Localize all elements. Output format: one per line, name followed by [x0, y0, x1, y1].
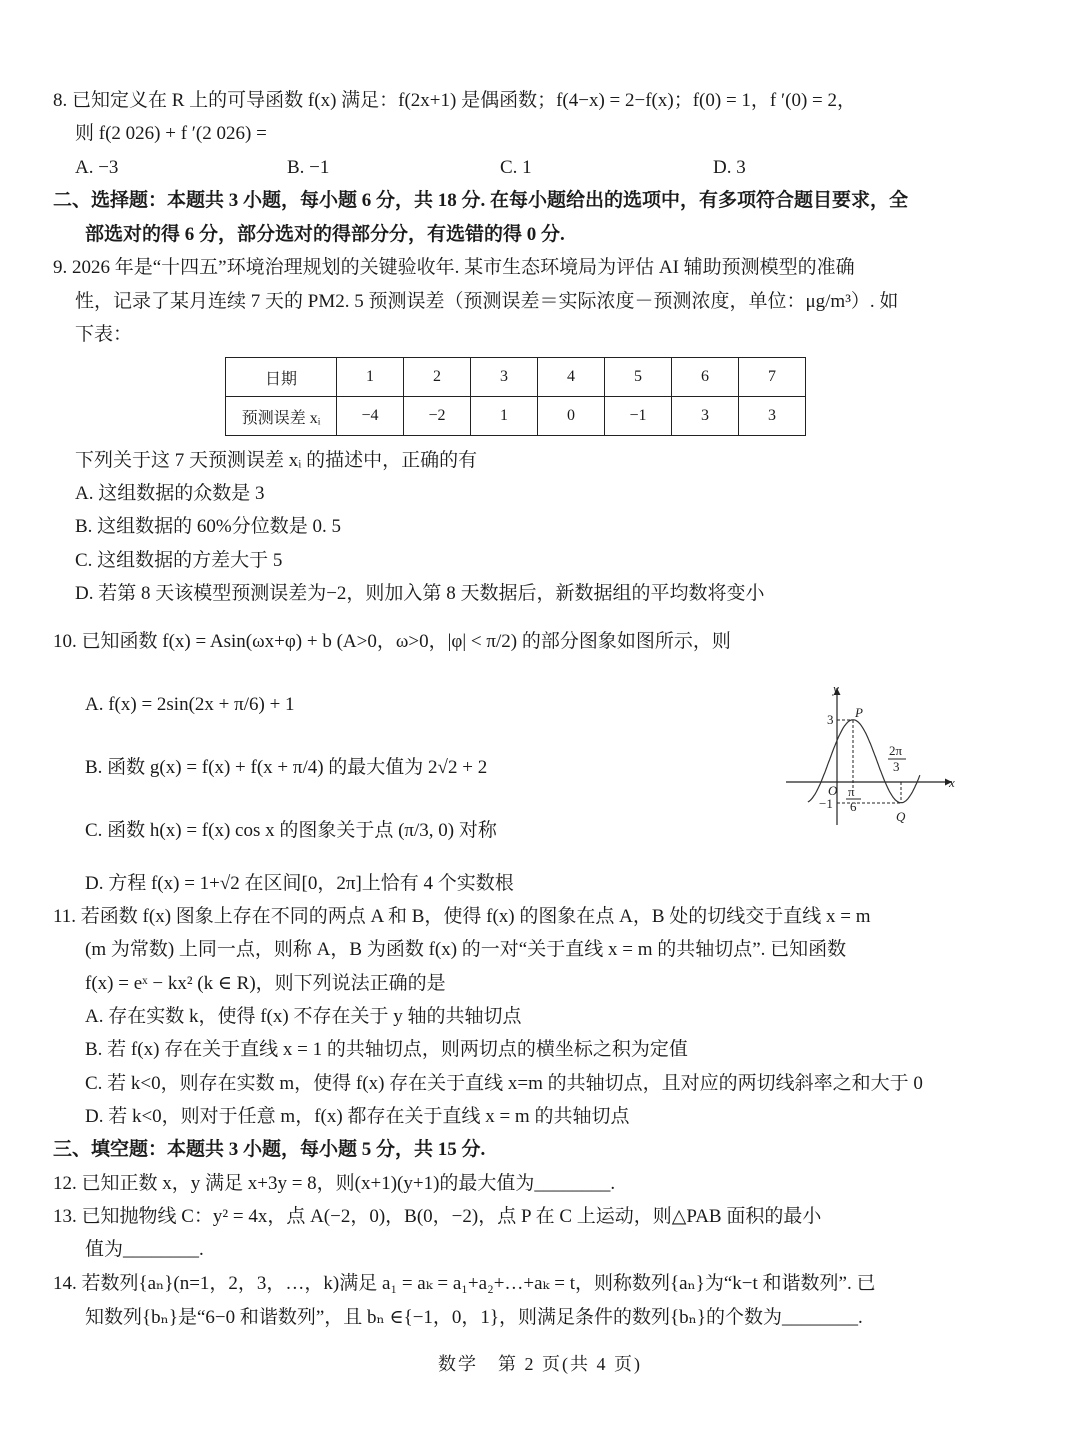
q13-stem-line2: 值为________.	[85, 1239, 204, 1260]
table-cell: 7	[739, 358, 806, 397]
q9-option-b: B. 这组数据的 60%分位数是 0. 5	[75, 516, 342, 537]
table-cell: −4	[337, 397, 404, 436]
q11-stem-line3: f(x) = eˣ − kx² (k ∈ R)，则下列说法正确的是	[85, 973, 446, 994]
q9-option-c: C. 这组数据的方差大于 5	[75, 550, 283, 571]
q11-stem-line2: (m 为常数) 上同一点，则称 A，B 为函数 f(x) 的一对“关于直线 x = m 的共轴切点”. 已知函数	[85, 939, 847, 960]
error-table	[225, 357, 806, 436]
x-axis-label: x	[949, 775, 955, 790]
q10-stem: 10. 已知函数 f(x) = Asin(ωx+φ) + b (A>0，ω>0，|φ| < π/2) 的部分图象如图所示，则	[53, 631, 731, 652]
x2-numerator: 2π	[889, 743, 903, 758]
x1-denominator: 6	[850, 799, 857, 814]
q9-stem-line2: 性，记录了某月连续 7 天的 PM2. 5 预测误差（预测误差＝实际浓度－预测浓度，单位：μg/m³）. 如	[75, 291, 899, 312]
q14-stem-line1: 14. 若数列{aₙ}(n=1，2，3，…，k)满足 a₁ = aₖ = a₁+a₂+…+aₖ = t，则称数列{aₙ}为“k−t 和谐数列”. 已	[53, 1273, 876, 1294]
y-axis-label: y	[833, 681, 839, 696]
q9-option-a: A. 这组数据的众数是 3	[75, 483, 265, 504]
table-cell: 6	[672, 358, 739, 397]
q9-prompt: 下列关于这 7 天预测误差 xᵢ 的描述中，正确的有	[75, 450, 478, 471]
table-cell: 1	[471, 397, 538, 436]
trough-label: Q	[896, 809, 906, 824]
q8-stem-line1: 8. 已知定义在 R 上的可导函数 f(x) 满足：f(2x+1) 是偶函数；f(4−x) = 2−f(x)；f(0) = 1，f ′(0) = 2，	[53, 90, 857, 111]
q8-stem-line2: 则 f(2 026) + f ′(2 026) =	[75, 123, 267, 144]
q11-option-d: D. 若 k<0，则对于任意 m，f(x) 都存在关于直线 x = m 的共轴切点	[85, 1106, 630, 1127]
q10-option-d: D. 方程 f(x) = 1+√2 在区间[0，2π]上恰有 4 个实数根	[85, 873, 514, 894]
table-row	[226, 358, 806, 397]
q10-option-a: A. f(x) = 2sin(2x + π/6) + 1	[85, 694, 295, 715]
q11-option-b: B. 若 f(x) 存在关于直线 x = 1 的共轴切点，则两切点的横坐标之积为定值	[85, 1039, 688, 1060]
q9-stem-line3: 下表：	[75, 324, 133, 345]
q9-stem-line1: 9. 2026 年是“十四五”环境治理规划的关键验收年. 某市生态环境局为评估 AI 辅助预测模型的准确	[53, 257, 855, 278]
table-cell: 0	[538, 397, 605, 436]
q12-stem: 12. 已知正数 x，y 满足 x+3y = 8，则(x+1)(y+1)的最大值为________.	[53, 1173, 616, 1194]
sine-graph	[780, 680, 970, 830]
y-min-label: −1	[819, 796, 833, 811]
table-cell: 3	[672, 397, 739, 436]
q9-option-d: D. 若第 8 天该模型预测误差为−2，则加入第 8 天数据后，新数据组的平均数将变小	[75, 583, 765, 604]
x2-denominator: 3	[893, 759, 900, 774]
table-cell: −2	[404, 397, 471, 436]
q13-stem-line1: 13. 已知抛物线 C：y² = 4x，点 A(−2，0)，B(0，−2)，点 P 在 C 上运动，则△PAB 面积的最小	[53, 1206, 822, 1227]
table-cell: 5	[605, 358, 672, 397]
page-footer: 数学 第 2 页(共 4 页)	[438, 1354, 642, 1374]
table-cell: 3	[739, 397, 806, 436]
q8-option-a: A. −3	[75, 157, 119, 178]
table-row	[226, 397, 806, 436]
x1-numerator: π	[848, 784, 855, 799]
q8-option-d: D. 3	[713, 157, 746, 178]
table-cell: 3	[471, 358, 538, 397]
q11-stem-line1: 11. 若函数 f(x) 图象上存在不同的两点 A 和 B，使得 f(x) 的图象在点 A，B 处的切线交于直线 x = m	[53, 906, 871, 927]
peak-label: P	[855, 705, 863, 720]
q11-option-c: C. 若 k<0，则存在实数 m，使得 f(x) 存在关于直线 x=m 的共轴切点，且对应的两切线斜率之和大于 0	[85, 1073, 923, 1094]
section-2-heading: 二、选择题：本题共 3 小题，每小题 6 分，共 18 分. 在每小题给出的选项中，有多项符合题目要求，全	[53, 190, 909, 211]
q11-option-a: A. 存在实数 k，使得 f(x) 不存在关于 y 轴的共轴切点	[85, 1006, 522, 1027]
section-3-heading: 三、填空题：本题共 3 小题，每小题 5 分，共 15 分.	[53, 1139, 486, 1160]
table-cell: 2	[404, 358, 471, 397]
q8-option-b: B. −1	[287, 157, 330, 178]
table-cell: 4	[538, 358, 605, 397]
sine-curve	[808, 720, 920, 803]
q14-stem-line2: 知数列{bₙ}是“6−0 和谐数列”，且 bₙ ∈{−1，0，1}，则满足条件的数列{bₙ}的个数为________.	[85, 1307, 863, 1328]
q10-option-b: B. 函数 g(x) = f(x) + f(x + π/4) 的最大值为 2√2 + 2	[85, 757, 488, 778]
table-header-error: 预测误差 xᵢ	[226, 397, 337, 436]
section-2-heading-line2: 部选对的得 6 分，部分选对的得部分分，有选错的得 0 分.	[85, 224, 565, 245]
y-max-label: 3	[827, 712, 834, 727]
table-cell: 1	[337, 358, 404, 397]
table-header-date: 日期	[226, 358, 337, 397]
origin-label: O	[828, 783, 838, 798]
q8-option-c: C. 1	[500, 157, 532, 178]
q10-option-c: C. 函数 h(x) = f(x) cos x 的图象关于点 (π/3, 0) 对称	[85, 820, 497, 841]
table-cell: −1	[605, 397, 672, 436]
